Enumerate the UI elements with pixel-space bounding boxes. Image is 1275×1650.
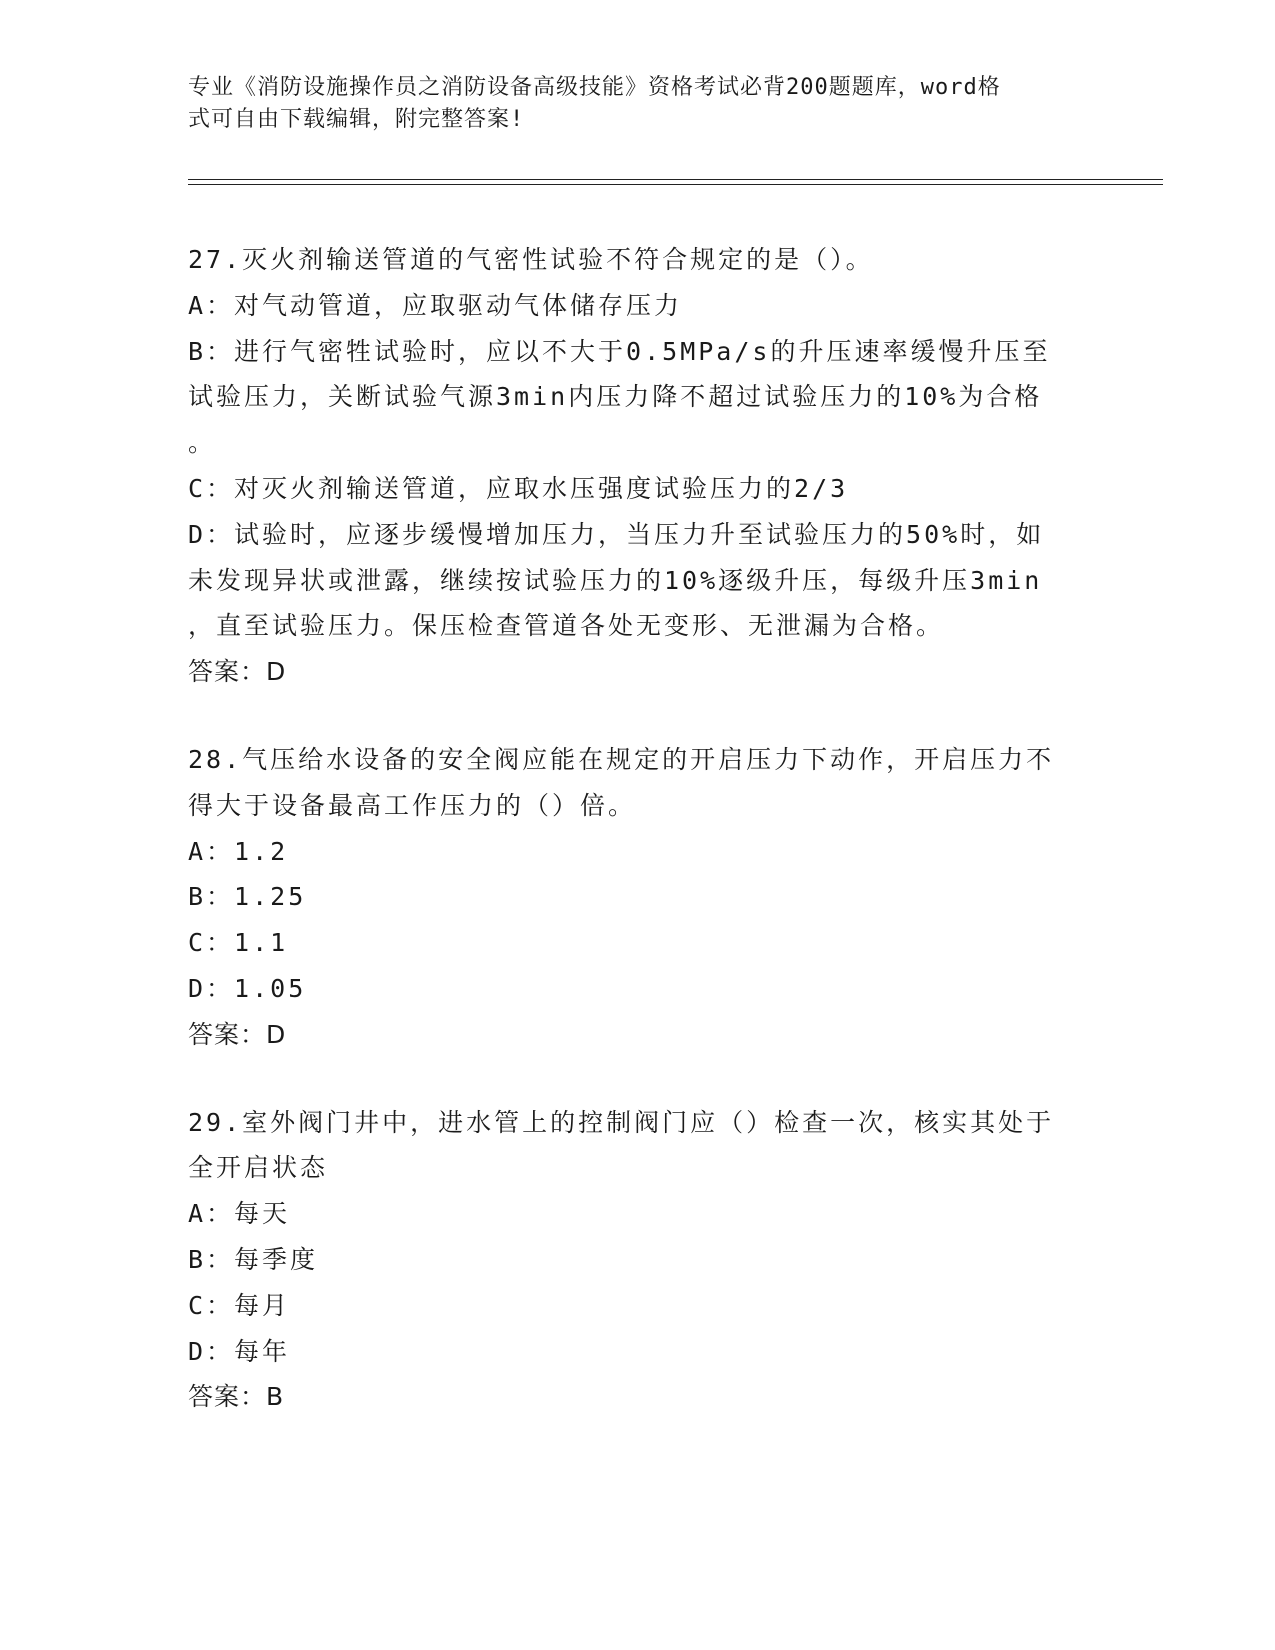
document-header xyxy=(188,72,1068,136)
header-line-2: 式可自由下载编辑，附完整答案! xyxy=(188,107,525,132)
answer-text: 答案：D xyxy=(188,1019,287,1049)
option-d: D：1.05 xyxy=(188,973,307,1003)
question-line: 29.室外阀门井中，进水管上的控制阀门应（）检查一次，核实其处于 xyxy=(188,1107,1055,1137)
option-c: C：1.1 xyxy=(188,928,289,958)
question-27 xyxy=(188,237,1088,695)
option-c: C：对灭火剂输送管道，应取水压强度试验压力的2/3 xyxy=(188,473,849,503)
option-b-continued: 。 xyxy=(188,428,217,458)
option-d: D：每年 xyxy=(188,1336,291,1366)
option-b: B：进行气密牲试验时，应以不大于0.5MPa/s的升压速率缓慢升压至 xyxy=(188,336,1051,366)
option-a: A：每天 xyxy=(188,1199,291,1229)
question-line: 27.灭火剂输送管道的气密性试验不符合规定的是（）。 xyxy=(188,245,874,274)
header-rule-bottom xyxy=(188,184,1163,185)
question-28 xyxy=(188,737,1088,1058)
option-a: A：对气动管道，应取驱动气体储存压力 xyxy=(188,290,683,320)
question-line: 28.气压给水设备的安全阀应能在规定的开启压力下动作，开启压力不 xyxy=(188,744,1055,774)
question-line-continued: 得大于设备最高工作压力的（）倍。 xyxy=(188,790,637,820)
answer-text: 答案：D xyxy=(188,657,287,687)
option-b: B：1.25 xyxy=(188,882,307,912)
question-line-continued: 全开启状态 xyxy=(188,1153,329,1183)
option-b-continued: 试验压力，关断试验气源3min内压力降不超过试验压力的10%为合格 xyxy=(188,382,1043,412)
header-rule-top xyxy=(188,179,1163,180)
answer-text: 答案：B xyxy=(188,1382,285,1412)
option-d: D：试验时，应逐步缓慢增加压力，当压力升至试验压力的50%时，如 xyxy=(188,519,1045,549)
option-b: B：每季度 xyxy=(188,1244,319,1274)
header-line-1: 专业《消防设施操作员之消防设备高级技能》资格考试必背200题题库，word格 xyxy=(188,75,1001,100)
question-list xyxy=(188,237,1088,1462)
question-29 xyxy=(188,1100,1088,1421)
option-a: A：1.2 xyxy=(188,836,289,866)
option-c: C：每月 xyxy=(188,1290,291,1320)
option-d-continued: 未发现异状或泄露，继续按试验压力的10%逐级升压，每级升压3min xyxy=(188,565,1043,595)
option-d-continued: ，直至试验压力。保压检查管道各处无变形、无泄漏为合格。 xyxy=(188,611,945,641)
